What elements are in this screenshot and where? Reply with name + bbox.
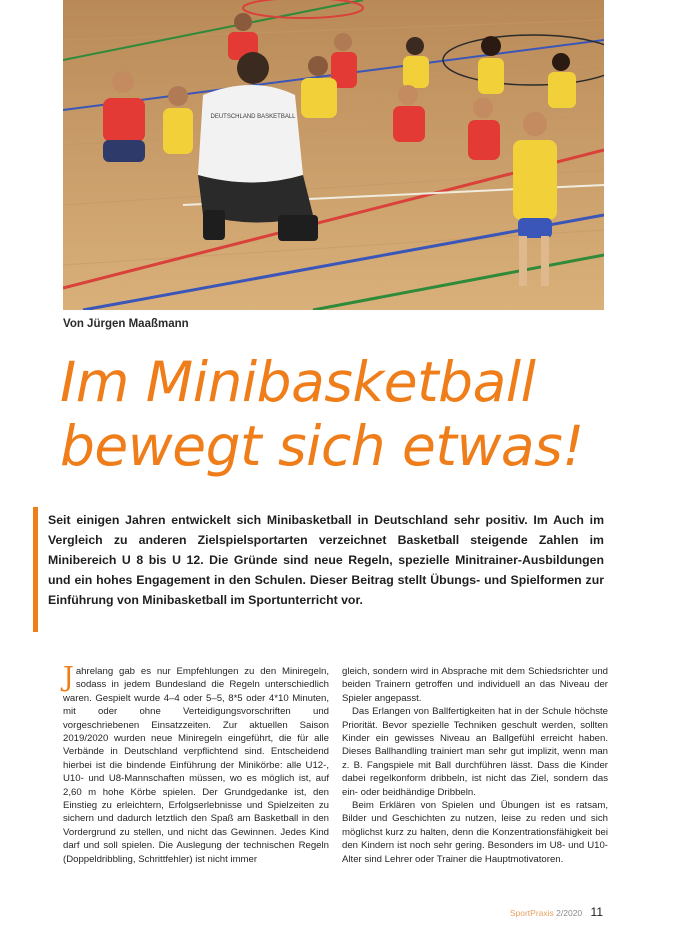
gym-photo-illustration [63, 0, 604, 310]
headline-line-2: bewegt sich etwas! [60, 414, 584, 478]
headline [60, 350, 660, 478]
page-number: 11 [590, 905, 603, 919]
article-photo [63, 0, 604, 310]
magazine-name: SportPraxis [509, 908, 554, 918]
headline-line-1: Im Minibasketball [60, 350, 536, 414]
byline: Von Jürgen Maaßmann [63, 318, 189, 330]
drop-cap: J [63, 662, 74, 693]
body-column-left [63, 662, 329, 866]
body-paragraph-text: ahrelang gab es nur Empfehlungen zu den Miniregeln, sodass in jedem Bundesland die Regeln unterschiedlich waren. Gespielt wurde 4–4 oder 5–5, 8*5 oder 4*10 Minuten, mit oder ohne Verteidigungsvorschriften und vorgeschriebenen Einsatzzeiten. Zur aktuellen Saison 2019/2020 wurden neue Miniregeln eingeführt, die für alle Verbände in Deutschland verpflichtend sind. Entscheidend hierbei ist die bindende Einführung der Minikörbe: alle U12-, U10- und U8-Mannschaften müssen, wo es möglich ist, auf 2,60 m hohe Körbe spielen. Der Grundgedanke ist, den Einstieg zu erleichtern, Erfolgserlebnisse und Spielzeiten zu sichern und dadurch letztlich den Spaß am Basketball in den Vordergrund zu stellen, und nicht das Gewinnen. Jedes Kind darf und soll spielen. Die Auslegung der technischen Regeln (Doppeldribbling, Schrittfehler) ist nicht immer [63, 666, 329, 865]
issue-number: 2/2020 [556, 908, 583, 918]
lead-accent-bar [33, 507, 38, 632]
lead-paragraph: Seit einigen Jahren entwickelt sich Minibasketball in Deutschland sehr positiv. Im Auch im Vergleich zu anderen Zielspielsportarten verzeichnet Basketball steigende Zahlen im Minibereich U 8 bis U 12. Die Gründe sind neue Regeln, spezielle Minitrainer-Ausbildungen und ein hohes Engagement in den Schulen. Dieser Beitrag stellt Übungs- und Spielformen zur Einführung von Minibasketball im Sportunterricht vor. [48, 513, 604, 607]
page-footer [510, 905, 603, 919]
body-paragraph: Das Erlangen von Ballfertigkeiten hat in der Schule höchste Priorität. Bevor spezielle Techniken geschult werden, sollten Kinder ein gewisses Niveau an Ballgefühl erreicht haben. Dieses Ballhandling trainiert man sehr gut implizit, wenn man z. B. Fangspiele mit Ball durchführen lässt. Dass die Kinder dabei regelkonform dribbeln, ist nicht das Ziel, sondern das ein- oder beidhändige Dribbeln. [342, 706, 608, 798]
body-paragraph: gleich, sondern wird in Absprache mit dem Schiedsrichter und beiden Trainern getroffen und individuell an das Niveau der Spieler angepasst. [342, 666, 608, 704]
body-column-right [342, 665, 608, 866]
shirt-text: DEUTSCHLAND BASKETBALL [210, 114, 296, 120]
body-paragraph [63, 662, 329, 866]
body-paragraph: Beim Erklären von Spielen und Übungen ist es ratsam, Bilder und Geschichten zu nutzen, leise zu reden und sich möglichst kurz zu halten, denn die Konzentrationsfähigkeit bei den Kindern ist noch sehr gering. Besonders im U8- und U10-Alter sind Lehrer oder Trainer die Hauptmotivatoren. [342, 800, 608, 865]
